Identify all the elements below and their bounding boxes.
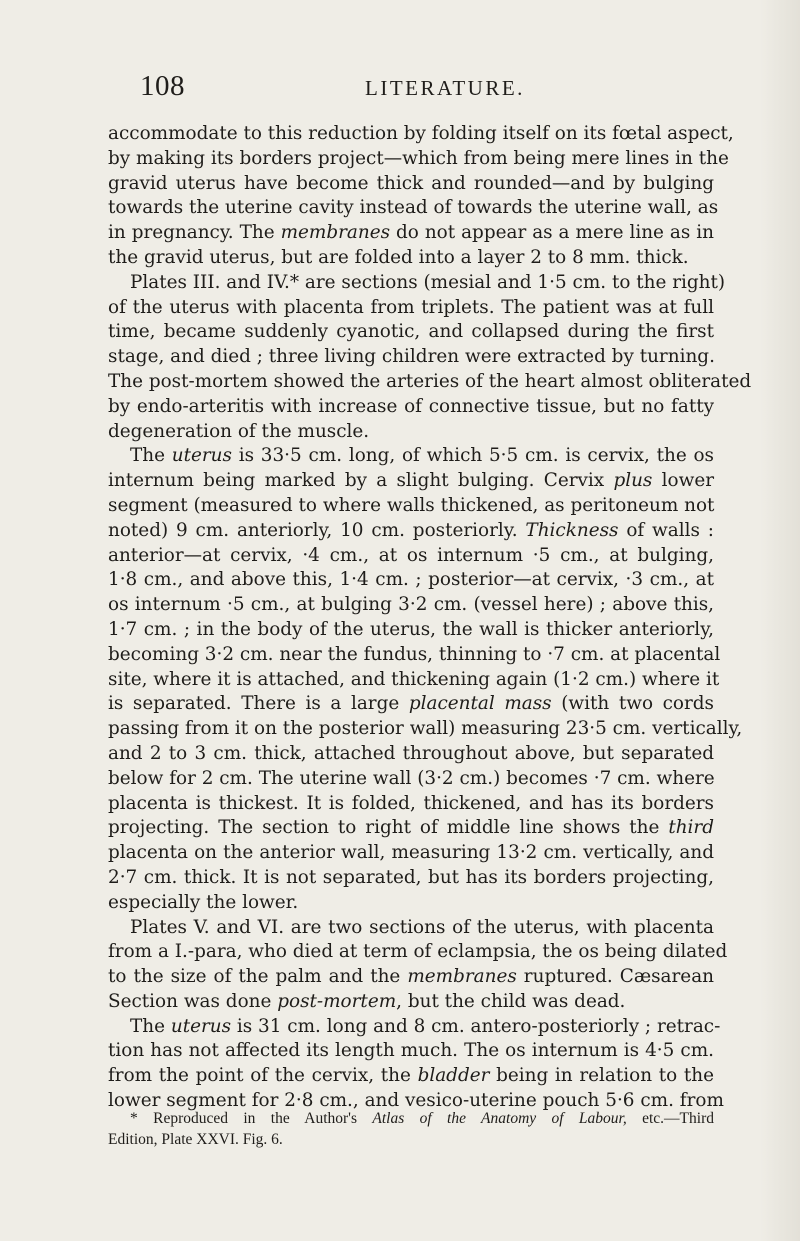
text-line: is separated. There is a large placental mass (with two cords [108,693,714,715]
text-line: Plates III. and IV.* are sections (mesial and 1·5 cm. to the right) [130,271,726,293]
text-line: segment (measured to where walls thickened, as peritoneum not [108,494,715,516]
page-number: 108 [140,70,185,102]
text-line: below for 2 cm. The uterine wall (3·2 cm.) becomes ·7 cm. where [108,767,715,789]
text-line: by endo-arteritis with increase of connective tissue, but no fatty [108,395,714,417]
text-line: by making its borders project—which from being mere lines in the [108,147,729,169]
text-line: site, where it is attached, and thickening again (1·2 cm.) where it [108,668,720,690]
text-line: in pregnancy. The membranes do not appear as a mere line as in [108,222,714,244]
footnote-line: * Reproduced in the Author's Atlas of the Anatomy of Labour, etc.—Third [130,1110,714,1127]
text-line: 1·8 cm., and above this, 1·4 cm. ; posterior—at cervix, ·3 cm., at [108,569,714,591]
text-line: projecting. The section to right of middle line shows the third [108,817,714,839]
text-line: Section was done post-mortem, but the child was dead. [108,990,626,1012]
text-line: placenta is thickest. It is folded, thickened, and has its borders [108,792,714,814]
text-line: tion has not affected its length much. The os internum is 4·5 cm. [108,1040,714,1062]
text-line: noted) 9 cm. anteriorly, 10 cm. posteriorly. Thickness of walls : [108,519,714,541]
page-header [0,70,800,110]
text-line: The uterus is 31 cm. long and 8 cm. antero-posteriorly ; retrac- [130,1015,721,1037]
text-line: os internum ·5 cm., at bulging 3·2 cm. (vessel here) ; above this, [108,594,714,616]
text-line: accommodate to this reduction by folding itself on its fœtal aspect, [108,123,734,144]
running-head: LITERATURE. [365,76,525,100]
text-line: towards the uterine cavity instead of towards the uterine wall, as [108,197,719,219]
text-line: anterior—at cervix, ·4 cm., at os internum ·5 cm., at bulging, [108,544,714,566]
text-line: placenta on the anterior wall, measuring 13·2 cm. vertically, and [108,842,714,864]
text-line: internum being marked by a slight bulging. Cervix plus lower [108,470,714,492]
text-line: 1·7 cm. ; in the body of the uterus, the wall is thicker anteriorly, [108,618,714,640]
text-line: time, became suddenly cyanotic, and collapsed during the first [108,321,714,343]
text-line: from the point of the cervix, the bladder being in relation to the [108,1065,714,1087]
text-line: especially the lower. [108,891,299,913]
text-line: of the uterus with placenta from triplets. The patient was at full [108,296,714,318]
body-text [108,122,752,1114]
text-line: becoming 3·2 cm. near the fundus, thinning to ·7 cm. at placental [108,643,721,665]
page-edge-shadow [760,0,800,1241]
text-line: 2·7 cm. thick. It is not separated, but has its borders projecting, [108,866,714,888]
text-line: the gravid uterus, but are folded into a layer 2 to 8 mm. thick. [108,246,689,268]
text-line: passing from it on the posterior wall) measuring 23·5 cm. vertically, [108,718,743,740]
text-line: from a I.-para, who died at term of eclampsia, the os being dilated [108,941,728,963]
text-line: stage, and died ; three living children were extracted by turning. [108,346,715,368]
footnote [108,1108,714,1150]
text-line: to the size of the palm and the membranes ruptured. Cæsarean [108,966,714,988]
text-line: gravid uterus have become thick and rounded—and by bulging [108,172,714,194]
text-line: degeneration of the muscle. [108,420,370,442]
text-line: The post-mortem showed the arteries of the heart almost obliterated [108,370,752,392]
text-line: lower segment for 2·8 cm., and vesico-uterine pouch 5·6 cm. from [108,1090,724,1112]
text-line: Plates V. and VI. are two sections of the uterus, with placenta [130,916,714,938]
footnote-line: Edition, Plate XXVI. Fig. 6. [108,1131,283,1148]
text-line: and 2 to 3 cm. thick, attached throughout above, but separated [108,742,714,764]
text-line: The uterus is 33·5 cm. long, of which 5·5 cm. is cervix, the os [130,445,714,467]
